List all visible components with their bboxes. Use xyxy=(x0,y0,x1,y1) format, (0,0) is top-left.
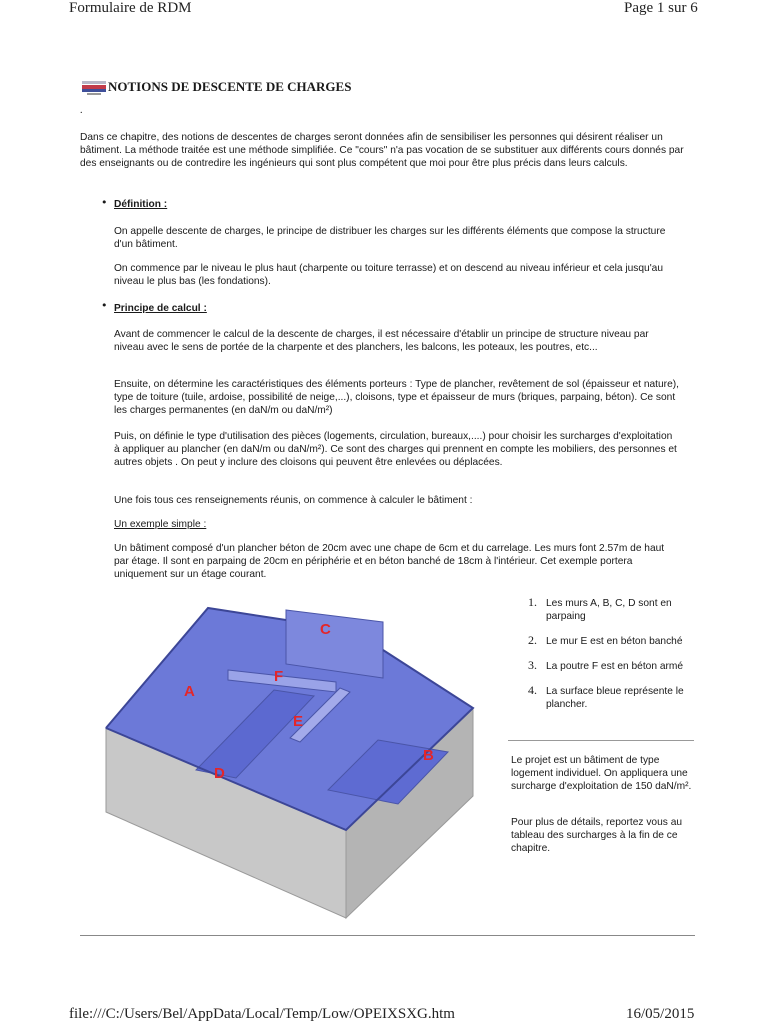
logo-icon xyxy=(81,80,107,96)
principe-paragraph-2: Ensuite, on détermine les caractéristiques des éléments porteurs : Type de plancher, revêtement de sol (épaisseur et nature), type de toiture (tuile, ardoise, possibilité de neige,...), cloisons, type et épaisseur de murs (briques, parpaing, béton). Ce sont les charges permanentes (en daN/m ou daN/m²) xyxy=(114,379,679,416)
footer-file-path: file:///C:/Users/Bel/AppData/Local/Temp/Low/OPEIXSXG.htm xyxy=(69,1006,455,1022)
principe-paragraph-4: Une fois tous ces renseignements réunis, on commence à calculer le bâtiment : xyxy=(114,495,473,506)
intro-paragraph: Dans ce chapitre, des notions de descentes de charges seront données afin de sensibiliser les personnes qui désirent réaliser un bâtiment. La méthode traitée est une méthode simplifiée. Ce "cours" n'a pas vocation de se substituer aux différents cours donnés par des enseignants ou de contredire les ingénieurs qui sont plus compétent que moi pour être plus précis dans leurs calculs. xyxy=(80,132,684,169)
step-text: Les murs A, B, C, D sont en parpaing xyxy=(546,598,672,622)
step-text: Le mur E est en béton banché xyxy=(546,636,683,647)
bullet-icon: • xyxy=(101,299,108,312)
definition-heading: Définition : xyxy=(114,199,168,210)
step-number: 2. xyxy=(528,633,537,647)
project-note: Le projet est un bâtiment de type logement individuel. On appliquera une surcharge d'exploitation de 150 daN/m². xyxy=(511,755,692,792)
footer-date: 16/05/2015 xyxy=(626,1006,695,1022)
label-d: D xyxy=(214,765,225,782)
step-list xyxy=(526,597,696,723)
details-note: Pour plus de détails, reportez vous au tableau des surcharges à la fin de ce chapitre. xyxy=(511,817,683,854)
side-divider xyxy=(508,740,694,741)
bullet-icon: • xyxy=(101,196,108,209)
step-number: 1. xyxy=(528,595,537,609)
step-text: La surface bleue représente le plancher. xyxy=(546,686,684,710)
principe-paragraph-3: Puis, on définie le type d'utilisation des pièces (logements, circulation, bureaux,....) pour choisir les surcharges d'exploitation à appliquer au plancher (en daN/m ou daN/m²). Ce sont des charges qui prennent en compte les mobiliers, des personnes et autres objets . On peut y inclure des cloisons qui peuvent être enlevées ou déplacées. xyxy=(114,431,677,468)
header-doc-title: Formulaire de RDM xyxy=(69,0,192,16)
stray-dot: . xyxy=(80,105,83,116)
header-page-number: Page 1 sur 6 xyxy=(624,0,698,16)
step-number: 3. xyxy=(528,658,537,672)
definition-paragraph-2: On commence par le niveau le plus haut (charpente ou toiture terrasse) et on descend au niveau inférieur et cela jusqu'au niveau le plus bas (les fondations). xyxy=(114,263,664,287)
principe-paragraph-1: Avant de commencer le calcul de la descente de charges, il est nécessaire d'établir un principe de structure niveau par niveau avec le sens de portée de la charpente et des planchers, les balcons, les poteaux, les poutres, etc... xyxy=(114,329,649,353)
example-heading: Un exemple simple : xyxy=(114,519,207,530)
list-item xyxy=(526,660,696,673)
list-item xyxy=(526,597,696,623)
list-item xyxy=(526,685,696,711)
step-number: 4. xyxy=(528,683,537,697)
example-paragraph: Un bâtiment composé d'un plancher béton de 20cm avec une chape de 6cm et du carrelage. Les murs font 2.57m de haut par étage. Il sont en parpaing de 20cm en périphérie et en béton banché de 18cm à l'intérieur. Cet exemple portera uniquement sur un étage courant. xyxy=(114,543,665,580)
list-item xyxy=(526,635,696,648)
principe-heading: Principe de calcul : xyxy=(114,303,207,314)
building-diagram xyxy=(78,600,508,920)
definition-paragraph-1: On appelle descente de charges, le principe de distribuer les charges sur les différents éléments que compose la structure d'un bâtiment. xyxy=(114,226,666,250)
label-c: C xyxy=(320,621,331,638)
label-b: B xyxy=(423,747,434,764)
label-e: E xyxy=(293,713,304,730)
label-f: F xyxy=(274,668,284,685)
label-a: A xyxy=(184,683,195,700)
step-text: La poutre F est en béton armé xyxy=(546,661,684,672)
page-title: NOTIONS DE DESCENTE DE CHARGES xyxy=(108,79,352,94)
bottom-divider xyxy=(80,935,695,936)
